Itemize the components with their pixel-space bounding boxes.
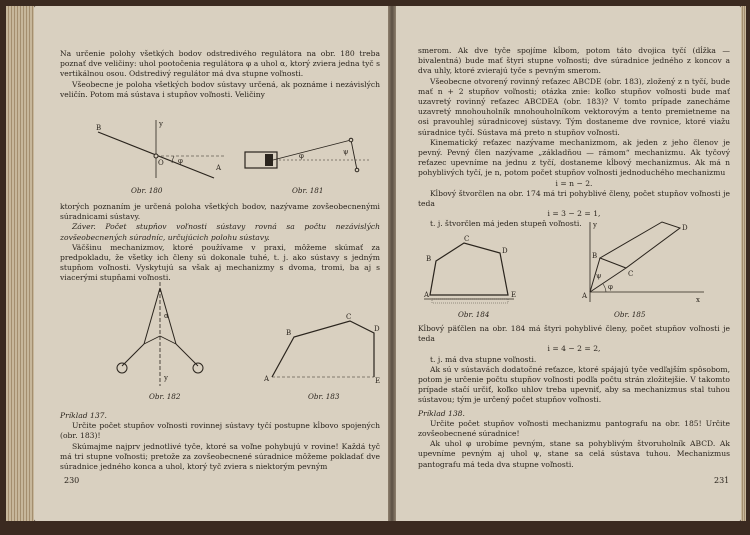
fig-label: E [511,291,517,299]
fig-label: C [346,313,352,321]
caption: Obr. 180 [131,186,163,195]
piston [265,154,273,166]
fig-label: A [216,164,222,172]
equation: i = 4 − 2 = 2, [547,344,601,354]
ball [117,363,127,373]
paragraph: smerom. Ak dve tyče spojíme kĺbom, potom táto dvojica tyčí (dĺžka — bivalentná) bude mať štyri stupne voľnosti; dve súradnice jedného z koncov a dva uhly, ktoré zvierajú tyče s pevným smerom. [418,46,730,76]
figure-181 [239,118,379,186]
figure-183 [264,311,382,391]
left-mid-text [60,202,380,284]
fig-label: ψ [596,272,602,280]
fig-label: B [426,255,432,263]
right-top-text [418,46,730,230]
left-page [34,6,388,521]
fig-label: x [696,296,700,304]
paragraph: Všeobecne je poloha všetkých bodov sústavy určená, ak poznáme i nezávislých veličín. Potom má sústava i stupňov voľnosti. Veličiny [60,79,380,99]
paragraph: Kinematický reťazec nazývame mechanizmom, ak jeden z jeho členov je pevný. Pevný člen nazývame „základňou — rámom“ mechanizmu. Ak tyčový reťazec upevníme na jednu z tyčí, dostaneme kĺbový mechanizmus. Ak má n pohyblivých tyčí, je n, potom počet stupňov voľnosti jednoduchého mechanizmu [418,137,730,178]
fig-label: B [592,252,598,260]
book-gutter [388,6,396,521]
fig-label: α [164,312,169,320]
paragraph: Skúmajme najprv jednotlivé tyče, ktoré sa voľne pohybujú v rovine! Každá tyč má tri stupne voľnosti; pretože za zovšeobecnené súradnice môžeme pokladať dve súradnice jedného konca a uhol, ktorý tyč zviera s niektorým pevným [60,441,380,472]
paragraph: Určite počet stupňov voľnosti rovinnej sústavy tyčí postupne kĺbovo spojených (obr. 183)! [60,421,380,441]
caption: Obr. 185 [614,310,646,319]
fig-label: D [502,247,508,255]
fig-label: D [374,325,380,333]
caption: Obr. 182 [149,392,181,401]
right-page [396,6,741,521]
caption: Obr. 184 [458,310,490,319]
equation: i = n − 2. [555,178,593,188]
fig-label: C [464,235,470,243]
fig-label: ψ [343,148,349,156]
fig-label: C [628,270,634,278]
fig-label: y [164,374,168,382]
example-title: Príklad 137. [60,411,107,420]
fig-label: E [375,377,381,385]
rod [176,344,198,366]
paragraph: Záver. Počet stupňov voľnosti sústavy rovná sa počtu nezávislých zovšeobecnených súradníc, určujúcich polohu sústavy. [60,222,380,242]
paragraph: Ak uhol φ urobíme pevným, stane sa pohyblivým štvoruholník ABCD. Ak upevníme pevným aj uhol ψ, stane sa celá sústava tuhou. Mechanizmus pantografu má teda dva stupne voľnosti. [418,439,730,469]
fig-label: B [286,329,292,337]
parallelogram [600,222,680,268]
fig-label: A [582,292,588,300]
figure-185 [576,218,706,308]
paragraph: Určite počet stupňov voľnosti mechanizmu pantografu na obr. 185! Určite zovšeobecnené súradnice! [418,418,730,439]
fig-label: y [593,221,597,229]
fig-label: φ [608,283,613,291]
paragraph: ktorých poznaním je určená poloha všetkých bodov, nazývame zovšeobecnenými súradnicami sústavy. [60,202,380,222]
right-bottom-text [418,324,730,470]
fig-label: A [264,375,270,383]
rod [144,288,160,344]
paragraph: Na určenie polohy všetkých bodov odstredivého regulátora na obr. 180 treba poznať dve veličiny: uhol pootočenia regulátora φ a uhol α, ktorý zviera jedna tyč s vertikálnou osou. Odstredivý regulátor má dva stupne voľnosti. [60,49,380,79]
book-page-edges-right [741,6,746,521]
paragraph: Kĺbový štvorčlen na obr. 174 má tri pohyblivé členy, počet stupňov voľnosti je teda [418,188,730,209]
fig-label: φ [178,157,183,165]
paragraph: Väčšinu mechanizmov, ktoré používame v praxi, môžeme skúmať za predpokladu, že všetky ich členy sú dokonale tuhé, t. j. ako sústavy s jedným stupňom voľnosti. Vyskytujú sa však aj mechanizmy s dvoma, tromi, ba aj s viacerými stupňami voľnosti. [60,242,380,283]
fig-label: A [424,291,430,299]
fig-label: O [158,159,164,167]
crank [351,140,357,170]
caption: Obr. 183 [308,392,340,401]
page-number: 231 [714,476,730,485]
page-number: 230 [64,476,80,485]
ground-hatch [432,299,508,303]
paragraph: Kĺbový päťčlen na obr. 184 má štyri pohyblivé členy, počet stupňov voľnosti je teda [418,324,730,344]
fig-label: D [682,224,688,232]
paragraph: Ak sú v sústavách dodatočné reťazce, ktoré spájajú tyče vedľajším spôsobom, potom je určenie počtu stupňov voľnosti podľa počtu strán zložitejšie. V takomto prípade stačí určiť, koľko uhlov treba upevniť, aby sa mechanizmus stal tuhou sústavou; tým je určený počet stupňov voľnosti. [418,364,730,405]
fig-label: B [96,124,102,132]
pivot-o [154,154,158,158]
paragraph: t. j. má dva stupne voľnosti. [430,354,537,364]
figure-184 [418,231,528,309]
joint [349,138,353,142]
figure-182 [108,280,218,390]
angle-arc [603,284,606,292]
book-page-edges-left [6,6,34,521]
paragraph: t. j. štvorčlen má jeden stupeň voľnosti. [430,219,582,229]
joint [355,168,359,172]
fig-label: φ [299,152,304,160]
equation: i = 3 − 2 = 1, [547,209,601,219]
left-top-text [60,49,380,100]
left-bottom-text [60,411,380,472]
fig-label: y [159,120,163,128]
example-title: Príklad 138. [418,408,465,418]
pentagon-linkage [430,243,508,295]
figure-180 [94,118,234,186]
caption: Obr. 181 [292,186,324,195]
ball [193,363,203,373]
connecting-rod [273,140,351,160]
rod [122,344,144,366]
paragraph: Všeobecne otvorený rovinný reťazec ABCDE (obr. 183), zložený z n tyčí, bude mať n + 2 stupňov voľnosti; otázka znie: koľko stupňov voľnosti bude mať uzavretý rovinný reťazec ABCDEA (obr. 183)? V tomto prípade zanecháme uzavretý mnohouholník mnohouholníkom vektorovým a tento premietneme na osi pravouhlej súradnicovej sústavy. Tým dostaneme dve rovnice, ktoré viažu súradnice tyčí. Sústava má preto n stupňov voľnosti. [418,76,730,137]
